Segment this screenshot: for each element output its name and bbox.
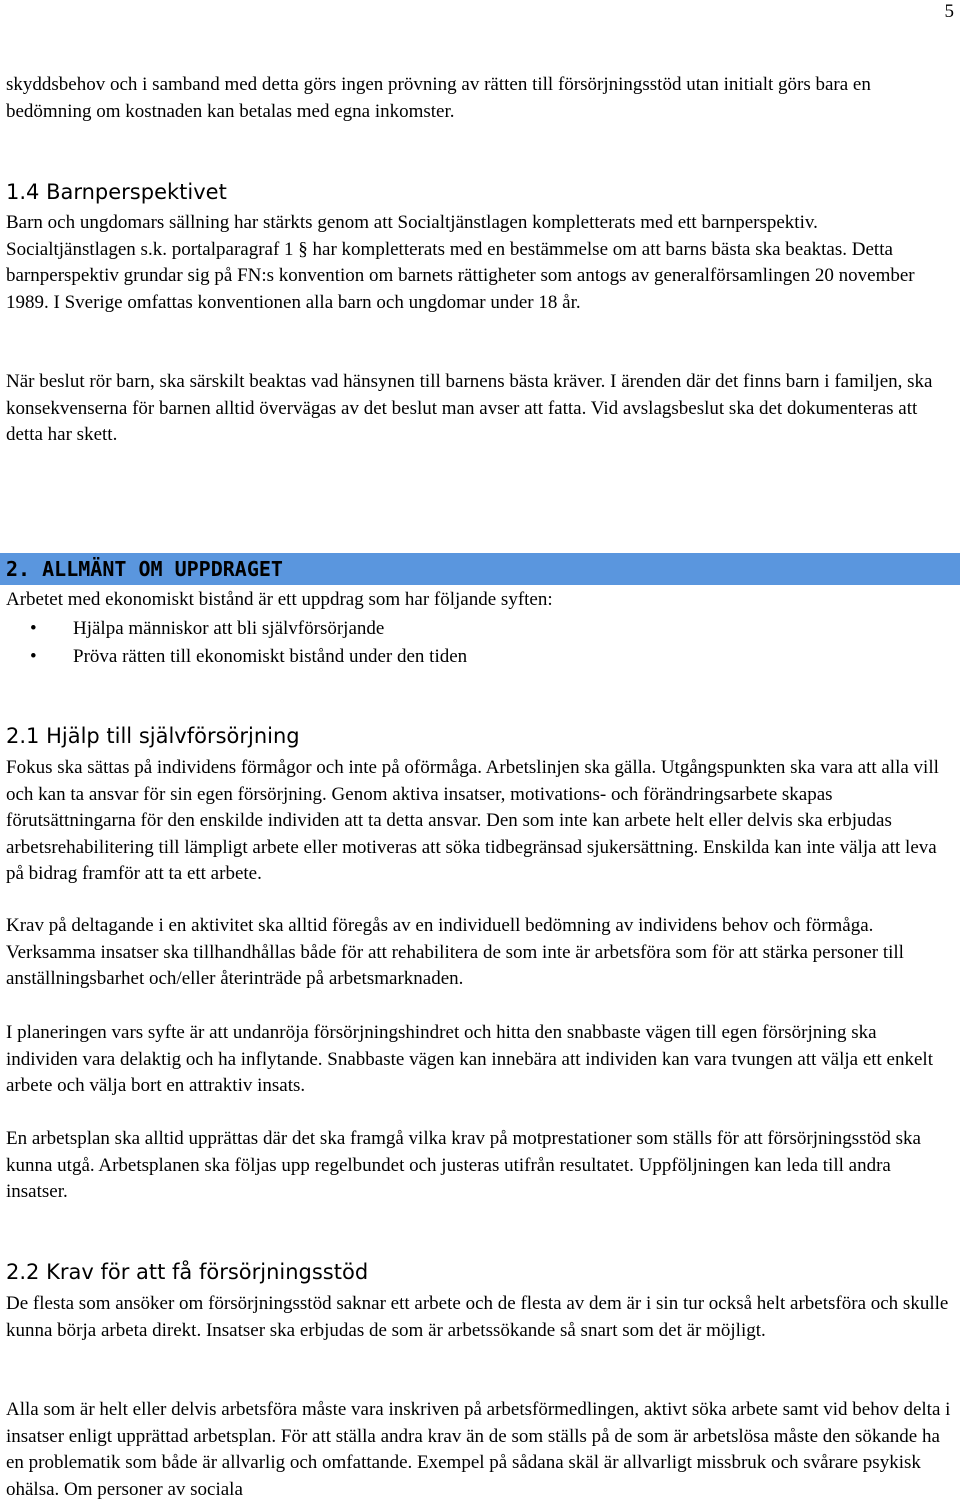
section-2-1-heading: 2.1 Hjälp till självförsörjning	[6, 724, 300, 748]
section-2-1-paragraph-1: Fokus ska sättas på individens förmågor och inte på oförmåga. Arbetslinjen ska gälla. Utgångspunkten ska vara att alla vill och kan ta ansvar för sin egen försörjning. Genom aktiva insatser, motivations- och förändringsarbete skapas förutsättningarna för den enskilde individen att ta detta ansvar. Den som inte kan arbete helt eller delvis ska erbjudas arbetsrehabilitering till lämpligt arbete eller motiveras att söka tidbegränsad sjukersättning. Enskilda kan inte välja att leva på bidrag framför att ta ett arbete.	[6, 757, 939, 884]
list-item-text: Hjälpa människor att bli självförsörjande	[73, 618, 385, 639]
bullet-icon: •	[30, 646, 37, 667]
intro-paragraph: skyddsbehov och i samband med detta görs ingen prövning av rätten till försörjningsstöd utan initialt görs bara en bedömning om kostnaden kan betalas med egna inkomster.	[6, 74, 871, 122]
section-2-1-paragraph-2: Krav på deltagande i en aktivitet ska alltid föregås av en individuell bedömning av individens behov och förmåga. Verksamma insatser ska tillhandhållas både för att rehabilitera de som inte är arbetsföra som för att stärka personer till anställningsbarhet och/eller återinträde på arbetsmarknaden.	[6, 915, 904, 989]
section-2-1-paragraph-3: I planeringen vars syfte är att undanröja försörjningshindret och hitta den snabbaste vägen till egen försörjning ska individen vara delaktig och ha inflytande. Snabbaste vägen kan innebära att individen kan vara tvungen att välja ett enkelt arbete och välja bort en attraktiv insats.	[6, 1022, 933, 1096]
section-1-4-paragraph-2: När beslut rör barn, ska särskilt beaktas vad hänsynen till barnens bästa kräver. I ärenden där det finns barn i familjen, ska konsekvenserna för barnen alltid övervägas av det beslut man avser att fatta. Vid avslagsbeslut ska det dokumenteras att detta har skett.	[6, 371, 933, 445]
section-2-1-paragraph-4: En arbetsplan ska alltid upprättas där det ska framgå vilka krav på motprestationer som ställs för att försörjningsstöd ska kunna utgå. Arbetsplanen ska följas upp regelbundet och justeras utifrån resultatet. Uppföljningen kan leda till andra insatser.	[6, 1128, 921, 1202]
section-1-4-heading: 1.4 Barnperspektivet	[6, 180, 227, 204]
section-2-2-heading: 2.2 Krav för att få försörjningsstöd	[6, 1260, 369, 1284]
section-2-2-paragraph-1: De flesta som ansöker om försörjningsstöd saknar ett arbete och de flesta av dem är i sin tur också helt arbetsföra och skulle kunna börja arbeta direkt. Insatser ska erbjudas de som är arbetssökande så snart som det är möjligt.	[6, 1293, 949, 1341]
page-number: 5	[944, 1, 954, 22]
bullet-icon: •	[30, 618, 37, 639]
section-2-heading: 2. ALLMÄNT OM UPPDRAGET	[6, 557, 283, 581]
list-item-text: Pröva rätten till ekonomiskt bistånd under den tiden	[73, 646, 468, 667]
section-2-intro: Arbetet med ekonomiskt bistånd är ett uppdrag som har följande syften:	[6, 589, 553, 610]
section-2-2-paragraph-2: Alla som är helt eller delvis arbetsföra måste vara inskriven på arbetsförmedlingen, aktivt söka arbete samt vid behov delta i insatser enligt upprättad arbetsplan. För att ställa andra krav än de som ställs på de som är arbetslösa måste den sökande ha en problematik som både är allvarlig och omfattande. Exempel på sådana skäl är allvarligt missbruk och svårare psykisk ohälsa. Om personer av sociala	[6, 1399, 951, 1500]
section-1-4-paragraph-1: Barn och ungdomars sällning har stärkts genom att Socialtjänstlagen kompletterats med ett barnperspektiv. Socialtjänstlagen s.k. portalparagraf 1 § har kompletterats med en bestämmelse om att barns bästa ska beaktas. Detta barnperspektiv grundar sig på FN:s konvention om barnets rättigheter som antogs av generalförsamlingen 20 november 1989. I Sverige omfattas konventionen alla barn och ungdomar under 18 år.	[6, 212, 915, 313]
